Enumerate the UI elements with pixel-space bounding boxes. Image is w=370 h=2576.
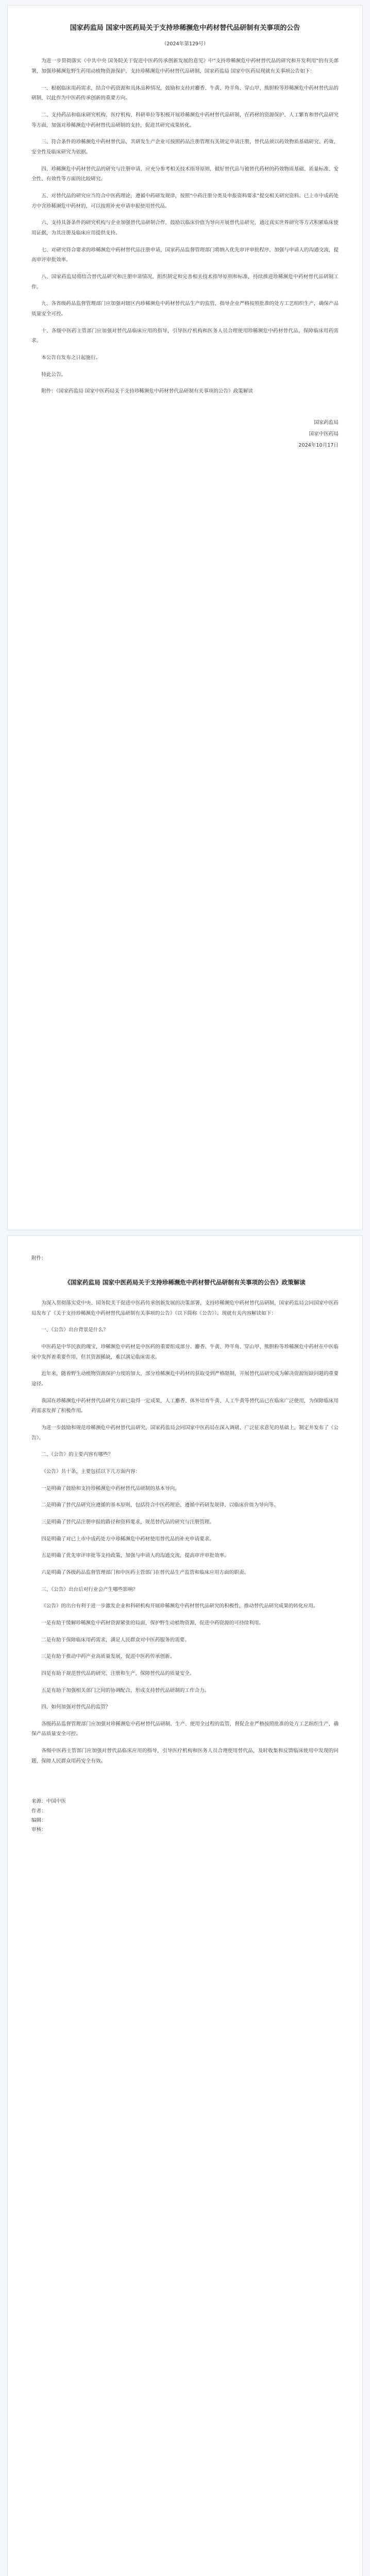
attachment-paragraph: 三是有助于推动中药产业高质量发展，促进中医药传承创新。 [41,1654,175,1660]
attachment-paragraph: 四是明确了对已上市中成药处方中珍稀濒危中药材使用替代品的补充申请要求。 [41,1536,214,1542]
notice-paragraph: 本公告自发布之日起施行。 [41,354,101,361]
signature-natcm: 国家中医药局 [309,431,339,437]
attachment-label: 附件： [31,1256,46,1261]
section-question: 一、《公告》出台背景是什么？ [41,1327,108,1333]
notice-paragraph: 十、各级中医药主管部门应加强对替代品临床应用的指导，引导医疗机构和医务人员合理使用珍稀濒危中药材替代品，保障临床用药需求。 [31,328,339,344]
document-number: （2024年第129号） [161,41,209,47]
notice-paragraph: 特此公告。 [41,371,66,378]
meta-author: 作者： [31,1808,46,1814]
signature-block [31,417,339,451]
notice-paragraph: 九、各省级药品监督管理部门应加强对辖区内珍稀濒危中药材替代品生产的监管，指导企业严格按照批准的处方工艺组织生产，确保产品质量安全可控。 [31,301,339,317]
attachment-paragraph: 三是明确了替代品注册申报的路径和资料要求，规范替代品的研究与注册管理。 [41,1519,214,1525]
notice-paragraph: 四、珍稀濒危中药材替代品的研究与注册申请，应充分参考相关技术指导原则，做好替代品与被替代药材的药效物质基础、质量标准、安全性、有效性等方面的比较研究。 [31,166,339,182]
attachment-title: 《国家药监局 国家中医药局关于支持珍稀濒危中药材替代品研制有关事项的公告》政策解读 [64,1278,306,1286]
notice-title: 国家药监局 国家中医药局关于支持珍稀濒危中药材替代品研制有关事项的公告 [70,24,300,32]
attachment-paragraph: 五是明确了优先审评审批等支持政策，加强与申请人的沟通交流，提高审评审批效率。 [41,1553,229,1559]
attachment-paragraph: 《公告》共十条，主要包括以下几方面内容： [41,1468,141,1475]
attachment-paragraph: 中医药是中华民族的瑰宝，珍稀濒危中药材是中医药的重要组成部分。麝香、牛黄、羚羊角、穿山甲、熊胆粉等珍稀濒危中药材在中医临床中发挥着重要作用，但其资源稀缺，难以满足临床需求。 [31,1344,339,1360]
meta-editor: 编辑： [31,1817,46,1823]
section-question: 三、《公告》出台后对行业会产生哪些影响？ [41,1586,138,1592]
section-question: 二、《公告》的主要内容有哪些？ [41,1452,113,1458]
attachment-paragraph: 六是明确了各级药品监督管理部门和中医药主管部门在替代品生产监管和临床应用方面的职责。 [41,1569,249,1575]
attachment-card [7,1235,363,2576]
notice-paragraph: 三、符合条件的珍稀濒危中药材替代品，其研发生产企业可按照药品注册管理有关规定申请注册，替代品须以药效物质基础研究、药效、安全性及临床研究为依据。 [31,139,339,156]
attachment-paragraph: 近年来，随着野生动植物资源保护力度的加大，部分珍稀濒危中药材的获取受到严格限制，开展替代品研究成为解决资源短缺问题的重要途径。 [31,1371,339,1387]
notice-paragraph: 一、根据临床用药需求，结合中药资源和具体品种情况，鼓励和支持对麝香、牛黄、羚羊角、穿山甲、熊胆粉等珍稀濒危中药材替代品的研制，以此作为中医药传承创新的重要方向。 [31,85,339,101]
attachment-paragraph: 我国在珍稀濒危中药材替代品研究方面已取得一定成果，人工麝香、体外培育牛黄、人工牛黄等替代品已在临床广泛使用，为保障临床用药需求发挥了积极作用。 [31,1398,339,1414]
meta-source: 来源：中国中医 [31,1799,66,1805]
section-question: 四、如何加强对替代品的监管？ [41,1704,111,1710]
attachment-paragraph: 二是明确了替代品研究应遵循的基本原则，包括符合中医药理论、遵循中药研发规律、以临床价值为导向等。 [41,1502,279,1509]
notice-paragraph: 八、国家药监局将结合替代品研究和注册申请情况，组织制定和完善相关技术指导原则和标准，持续推进珍稀濒危中药材替代品研制工作。 [31,274,339,290]
attachment-paragraph: 《公告》的出台有利于进一步激发企业和科研机构开展珍稀濒危中药材替代品研究的积极性，推动替代品研究成果的转化应用。 [41,1603,318,1609]
notice-paragraph: 为进一步贯彻落实《中共中央 国务院关于促进中医药传承创新发展的意见》中“支持珍稀濒危中药材替代品的研究和开发利用”的有关部署，加强珍稀濒危野生药用动植物资源保护，支持珍稀濒危中药材替代品研制，国家药监局 国家中医药局现就有关事项公告如下： [31,58,339,75]
notice-paragraph: 五、对替代品的研究应当符合中医药理论，遵循中药研发规律，按照“中药注册分类及申报资料要求”提交相关研究资料。已上市中成药处方中含珍稀濒危中药材的，可以按照补充申请申报使用替代品。 [31,193,339,209]
article-meta [31,1797,339,1835]
notice-attachment-note: 附件：《国家药监局 国家中医药局关于支持珍稀濒危中药材替代品研制有关事项的公告》政策解读 [41,388,253,395]
attachment-paragraph: 二是有助于保障临床用药需求，满足人民群众对中医药服务的需要。 [41,1637,190,1643]
attachment-paragraph: 四是有助于规范替代品的研究、注册和生产，保障替代品的质量安全。 [41,1670,195,1676]
notice-paragraph: 七、对研究符合要求的珍稀濒危中药材替代品注册申请，国家药品监督管理部门将纳入优先审评审批程序，加强与申请人的沟通交流，提高审评审批效率。 [31,247,339,263]
signature-date: 2024年10月17日 [298,442,339,448]
meta-reviewer: 审核： [31,1827,46,1833]
attachment-paragraph: 各级药品监督管理部门应加强对珍稀濒危中药材替代品研制、生产、使用全过程的监管，督促企业严格按照批准的处方工艺组织生产，确保产品质量安全可控。 [31,1721,339,1737]
signature-nmpa: 国家药监局 [314,419,339,426]
attachment-paragraph: 一是明确了鼓励和支持珍稀濒危中药材替代品研制的基本导向。 [41,1485,180,1492]
notice-card [7,5,363,1230]
notice-paragraph: 二、支持药品和临床研究机构、医疗机构、科研单位等积极开展珍稀濒危中药材替代品研制，在药材的资源保护、人工繁育和替代品研究等方面，加强对珍稀濒危中药材替代品研制的支持，促进其研究成果转化。 [31,112,339,128]
attachment-paragraph: 一是有助于缓解珍稀濒危中药材资源紧张的局面，保护野生动植物资源，促进中药资源的可持续利用。 [41,1620,264,1626]
attachment-paragraph: 各级中医药主管部门应加强对替代品临床应用的指导，引导医疗机构和医务人员合理使用替代品，及时收集和反馈临床使用中发现的问题，保障人民群众用药安全有效。 [31,1748,339,1764]
notice-paragraph: 六、支持具备条件的研究机构与企业加强替代品研制合作，鼓励以临床价值为导向开展替代品研究，通过真实世界研究等方式积累临床使用证据，为其注册及临床应用提供支持。 [31,220,339,236]
attachment-paragraph: 为进一步鼓励和规范珍稀濒危中药材替代品研究，国家药监局会同国家中医药局在深入调研、广泛征求意见的基础上，制定并发布了《公告》。 [31,1425,339,1441]
attachment-paragraph: 五是有助于加强相关部门之间的协调配合，形成支持替代品研制的工作合力。 [41,1687,210,1693]
attachment-paragraph: 为深入贯彻落实党中央、国务院关于促进中医药传承创新发展的决策部署，支持珍稀濒危中药材替代品研制，国家药监局会同国家中医药局发布了《关于支持珍稀濒危中药材替代品研制有关事项的公告》（以下简称《公告》）。现就有关内容解读如下： [31,1300,339,1316]
